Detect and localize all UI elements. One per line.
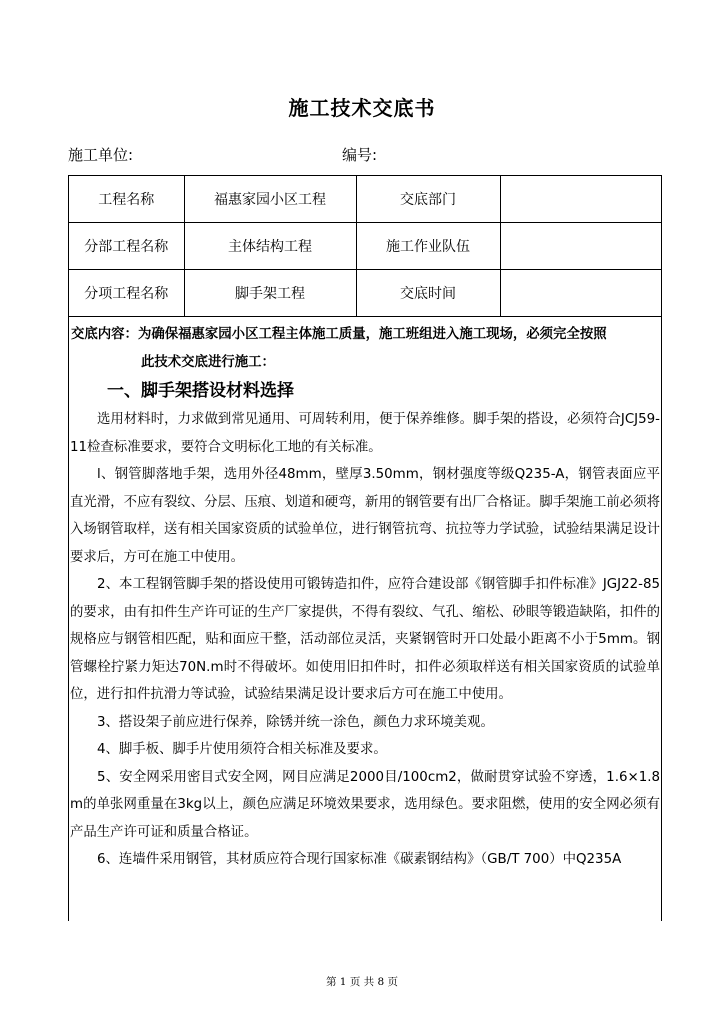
subitem-name-label: 分项工程名称 (69, 270, 184, 317)
disclosure-dept-value (500, 176, 661, 223)
disclosure-time-value (500, 270, 661, 317)
paragraph: l、钢管脚落地手架，选用外径48mm，壁厚3.50mm，钢材强度等级Q235-A，钢管表面应平直光滑，不应有裂纹、分层、压痕、划道和硬弯，新用的钢管要有出厂合格证。脚手架施工前必须将入场钢管取样，送有相关国家资质的试验单位，进行钢管抗弯、抗拉等力学试验，试验结果满足设计要求后，方可在施工中使用。 (70, 467, 660, 565)
document-title: 施工技术交底书 (288, 96, 436, 120)
page-number: 第 1 页 共 8 页 (325, 976, 399, 988)
division-name-label: 分部工程名称 (69, 223, 184, 270)
work-team-label: 施工作业队伍 (356, 223, 500, 270)
intro-line: 交底内容：为确保福惠家园小区工程主体施工质量，施工班组进入施工现场，必须完全按照 (71, 327, 607, 342)
project-name-value: 福惠家园小区工程 (184, 176, 356, 223)
paragraph: 选用材料时，力求做到常见通用、可周转利用，便于保养维修。脚手架的搭设，必须符合JCJ59-11检查标准要求，要符合文明标化工地的有关标准。 (70, 412, 660, 455)
division-name-value: 主体结构工程 (184, 223, 356, 270)
construction-unit-label: 施工单位: (68, 146, 134, 164)
number-label: 编号: (342, 146, 378, 164)
table-row (69, 270, 661, 317)
paragraph: 5、安全网采用密目式安全网，网目应满足2000目/100cm2，做耐贯穿试验不穿透，1.6×1.8m的单张网重量在3kg以上，颜色应满足环境效果要求，选用绿色。要求阻燃，使用的安全网必须有产品生产许可证和质量合格证。 (70, 769, 660, 840)
project-name-label: 工程名称 (69, 176, 184, 223)
disclosure-content (69, 321, 661, 874)
disclosure-form (68, 175, 662, 921)
paragraph: 4、脚手板、脚手片使用须符合相关标准及要求。 (97, 742, 387, 757)
work-team-value (500, 223, 661, 270)
intro-line-continued: 此技术交底进行施工： (141, 354, 275, 370)
paragraph: 3、搭设架子前应进行保养，除锈并统一涂色，颜色力求环境美观。 (97, 714, 494, 730)
subitem-name-value: 脚手架工程 (184, 270, 356, 317)
paragraph: 6、连墙件采用钢管，其材质应符合现行国家标准《碳素钢结构》（GB/T 700）中Q235A (97, 852, 622, 867)
disclosure-dept-label: 交底部门 (356, 176, 500, 223)
paragraph: 2、本工程钢管脚手架的搭设使用可锻铸造扣件，应符合建设部《钢管脚手扣件标准》JGJ22-85的要求，由有扣件生产许可证的生产厂家提供，不得有裂纹、气孔、缩松、砂眼等锻造缺陷，扣件的规格应与钢管相匹配，贴和面应干整，活动部位灵活，夹紧钢管时开口处最小距离不小于5mm。钢管螺栓拧紧力矩达70N.m时不得破坏。如使用旧扣件时，扣件必须取样送有相关国家资质的试验单位，进行扣件抗滑力等试验，试验结果满足设计要求后方可在施工中使用。 (70, 577, 660, 702)
table-row (69, 223, 661, 270)
disclosure-time-label: 交底时间 (356, 270, 500, 317)
table-row (69, 176, 661, 223)
project-info-table (69, 176, 661, 317)
section-heading: 一、脚手架搭设材料选择 (107, 381, 294, 401)
